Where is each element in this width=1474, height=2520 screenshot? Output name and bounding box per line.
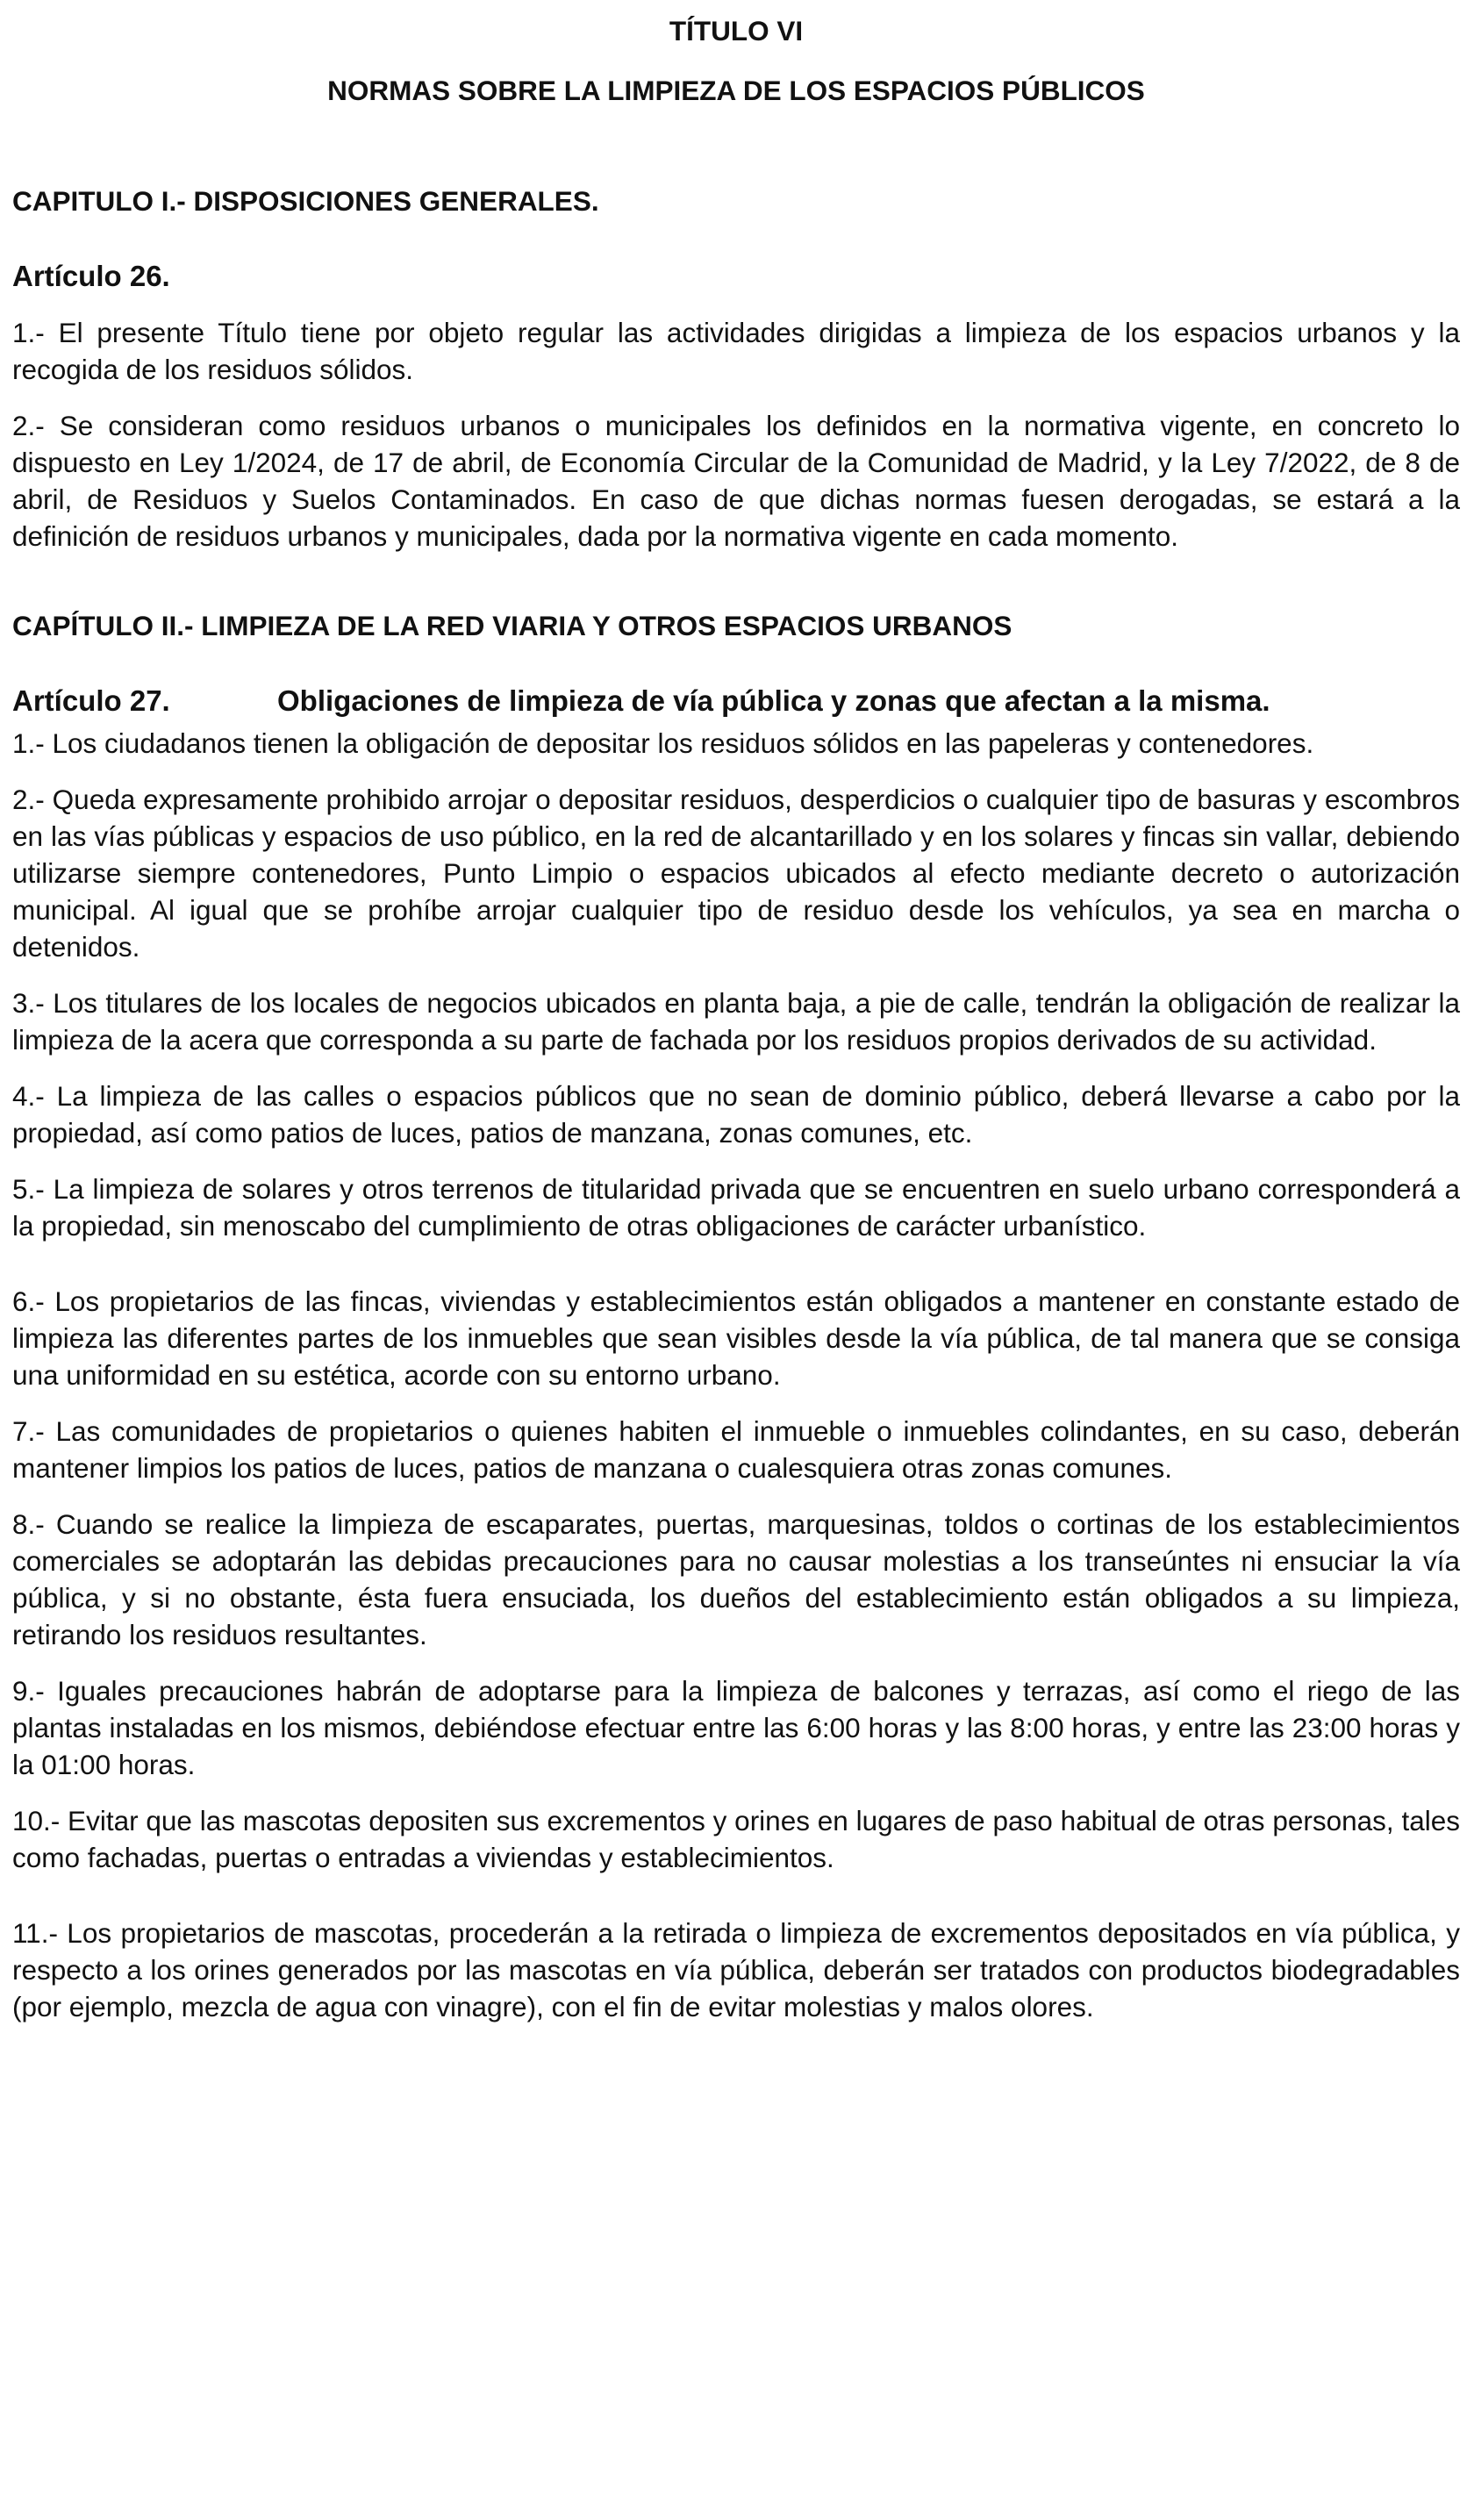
article-27-paragraph-3: 3.- Los titulares de los locales de negocios ubicados en planta baja, a pie de calle, tendrán la obligación de realizar la limpieza de la acera que corresponda a su parte de fachada por los residuos propios derivados de su actividad.	[12, 987, 1460, 1056]
title-heading: TÍTULO VI	[669, 15, 804, 47]
article-27-paragraph-5: 5.- La limpieza de solares y otros terrenos de titularidad privada que se encuentren en suelo urbano corresponderá a la propiedad, sin menoscabo del cumplimiento de otras obligaciones de carácter urbanístico.	[12, 1173, 1460, 1242]
article-27-heading	[12, 683, 1460, 719]
article-27-paragraph-7: 7.- Las comunidades de propietarios o quienes habiten el inmueble o inmuebles colindantes, en su caso, deberán mantener limpios los patios de luces, patios de manzana o cualesquiera otras zonas comunes.	[12, 1415, 1460, 1484]
article-27-paragraph-6: 6.- Los propietarios de las fincas, viviendas y establecimientos están obligados a mantener en constante estado de limpieza las diferentes partes de los inmuebles que sean visibles desde la vía pública, de tal manera que se consiga una uniformidad en su estética, acorde con su entorno urbano.	[12, 1285, 1460, 1391]
article-26-paragraph-2: 2.- Se consideran como residuos urbanos o municipales los definidos en la normativa vigente, en concreto lo dispuesto en Ley 1/2024, de 17 de abril, de Economía Circular de la Comunidad de Madrid, y la Ley 7/2022, de 8 de abril, de Residuos y Suelos Contaminados. En caso de que dichas normas fuesen derogadas, se estará a la definición de residuos urbanos y municipales, dada por la normativa vigente en cada momento.	[12, 410, 1460, 552]
article-26-label: Artículo 26.	[12, 260, 170, 292]
article-27-paragraph-4: 4.- La limpieza de las calles o espacios públicos que no sean de dominio público, deberá llevarse a cabo por la propiedad, así como patios de luces, patios de manzana, zonas comunes, etc.	[12, 1080, 1460, 1149]
article-26-heading	[12, 258, 1460, 295]
article-27-paragraph-1: 1.- Los ciudadanos tienen la obligación de depositar los residuos sólidos en las papeleras y contenedores.	[12, 727, 1314, 759]
subtitle-heading: NORMAS SOBRE LA LIMPIEZA DE LOS ESPACIOS PÚBLICOS	[327, 75, 1145, 106]
article-27-label: Artículo 27.	[12, 684, 170, 717]
article-27-paragraph-2: 2.- Queda expresamente prohibido arrojar o depositar residuos, desperdicios o cualquier tipo de basuras y escombros en las vías públicas y espacios de uso público, en la red de alcantarillado y en los solares y fincas sin vallar, debiendo utilizarse siempre contenedores, Punto Limpio o espacios ubicados al efecto mediante decreto o autorización municipal. Al igual que se prohíbe arrojar cualquier tipo de residuo desde los vehículos, ya sea en marcha o detenidos.	[12, 784, 1460, 963]
article-26-paragraph-1: 1.- El presente Título tiene por objeto regular las actividades dirigidas a limpieza de los espacios urbanos y la recogida de los residuos sólidos.	[12, 317, 1460, 385]
chapter-2-heading: CAPÍTULO II.- LIMPIEZA DE LA RED VIARIA Y OTROS ESPACIOS URBANOS	[12, 610, 1012, 641]
chapter-1-heading: CAPITULO I.- DISPOSICIONES GENERALES.	[12, 185, 599, 217]
document-page	[12, 12, 1460, 2025]
article-27-paragraph-9: 9.- Iguales precauciones habrán de adoptarse para la limpieza de balcones y terrazas, así como el riego de las plantas instaladas en los mismos, debiéndose efectuar entre las 6:00 horas y las 8:00 horas, y entre las 23:00 horas y la 01:00 horas.	[12, 1675, 1460, 1780]
article-27-title: Obligaciones de limpieza de vía pública y zonas que afectan a la misma.	[277, 684, 1270, 717]
article-27-paragraph-8: 8.- Cuando se realice la limpieza de escaparates, puertas, marquesinas, toldos o cortinas de los establecimientos comerciales se adoptarán las debidas precauciones para no causar molestias a los transeúntes ni ensuciar la vía pública, y si no obstante, ésta fuera ensuciada, los dueños del establecimiento están obligados a su limpieza, retirando los residuos resultantes.	[12, 1508, 1460, 1650]
article-27-paragraph-10: 10.- Evitar que las mascotas depositen sus excrementos y orines en lugares de paso habitual de otras personas, tales como fachadas, puertas o entradas a viviendas y establecimientos.	[12, 1805, 1460, 1873]
article-27-paragraph-11: 11.- Los propietarios de mascotas, procederán a la retirada o limpieza de excrementos depositados en vía pública, y respecto a los orines generados por las mascotas en vía pública, deberán ser tratados con productos biodegradables (por ejemplo, mezcla de agua con vinagre), con el fin de evitar molestias y malos olores.	[12, 1917, 1460, 2022]
